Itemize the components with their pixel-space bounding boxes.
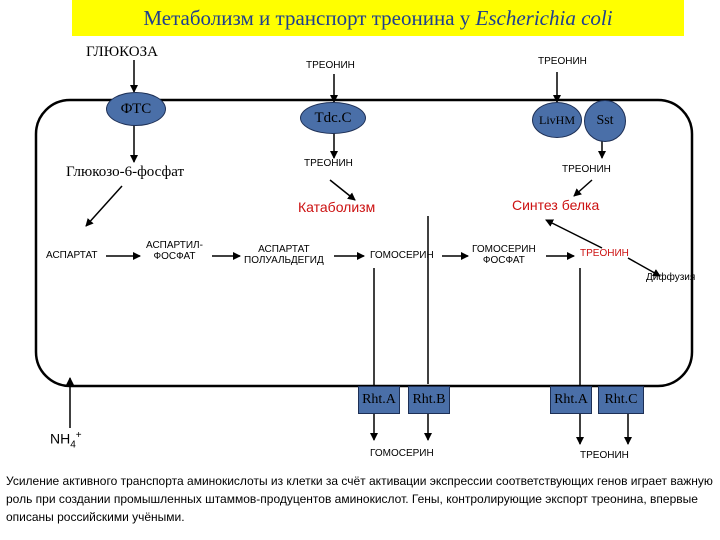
- arrow-thr-protein: [574, 180, 592, 196]
- label-aspartate-semialdehyde-text: АСПАРТАТ ПОЛУАЛЬДЕГИД: [244, 244, 324, 266]
- label-ammonium-sup: +: [75, 430, 82, 441]
- label-ammonium-sub: 4: [70, 439, 76, 451]
- livhm-node: [532, 102, 582, 138]
- label-aspartyl-phosphate-text: АСПАРТИЛ- ФОСФАТ: [146, 240, 203, 262]
- rhta-left-label: Rht.A: [362, 392, 396, 407]
- label-threonine-main: ТРЕОНИН: [580, 248, 629, 259]
- arrow-thr-catabolism: [330, 180, 355, 200]
- title-main: Метаболизм и транспорт треонина у: [143, 5, 476, 30]
- label-threonine-mid-right: ТРЕОНИН: [562, 164, 611, 175]
- label-glucose-6-phosphate: Глюкозо-6-фосфат: [66, 164, 185, 180]
- label-catabolism: Катаболизм: [298, 199, 376, 215]
- label-threonine-mid-left: ТРЕОНИН: [304, 158, 353, 169]
- label-ammonium: [50, 430, 82, 450]
- fts-node: [106, 92, 166, 126]
- label-homoserine-out: ГОМОСЕРИН: [370, 448, 434, 459]
- rhtb-label: Rht.B: [412, 392, 446, 407]
- label-threonine-out: ТРЕОНИН: [580, 450, 629, 461]
- rhta-left-transporter: [358, 386, 400, 414]
- label-homoserine-phosphate-text: ГОМОСЕРИН ФОСФАТ: [472, 244, 536, 266]
- rhtc-transporter: [598, 386, 644, 414]
- label-aspartate-semialdehyde: [244, 244, 324, 266]
- label-protein-synthesis: Синтез белка: [512, 197, 600, 213]
- fts-label: ФТС: [120, 100, 152, 117]
- sst-node: [584, 100, 626, 142]
- label-homoserine-phosphate: [472, 244, 536, 266]
- label-threonine-top-right: ТРЕОНИН: [538, 56, 587, 67]
- tdcc-label: Tdc.C: [314, 109, 352, 126]
- caption-text: Усиление активного транспорта аминокислоты из клетки за счёт активации экспрессии соответствующих генов играет важную роль при создании промышленных штаммов-продуцентов аминокислот. Гены, контролирующие экспорт треонина, впервые описаны российскими учёными.: [6, 474, 713, 524]
- rhta-right-label: Rht.A: [554, 392, 588, 407]
- label-ammonium-base: NH: [50, 430, 71, 447]
- livhm-label: LivHM: [539, 112, 575, 127]
- label-aspartyl-phosphate: [146, 240, 203, 262]
- label-homoserine: ГОМОСЕРИН: [370, 250, 434, 261]
- rhtc-label: Rht.C: [604, 392, 638, 407]
- tdcc-node: [300, 102, 366, 134]
- title-organism: Escherichia coli: [475, 5, 613, 30]
- label-diffusion: Диффузия: [646, 272, 696, 283]
- label-glucose: ГЛЮКОЗА: [86, 44, 158, 60]
- arrow-g6p-aspartate: [86, 186, 122, 226]
- label-aspartate: АСПАРТАТ: [46, 250, 98, 261]
- rhtb-transporter: [408, 386, 450, 414]
- rhta-right-transporter: [550, 386, 592, 414]
- sst-label: Sst: [596, 113, 614, 128]
- arrow-thr-protein-up: [546, 220, 602, 248]
- label-threonine-top-left: ТРЕОНИН: [306, 60, 355, 71]
